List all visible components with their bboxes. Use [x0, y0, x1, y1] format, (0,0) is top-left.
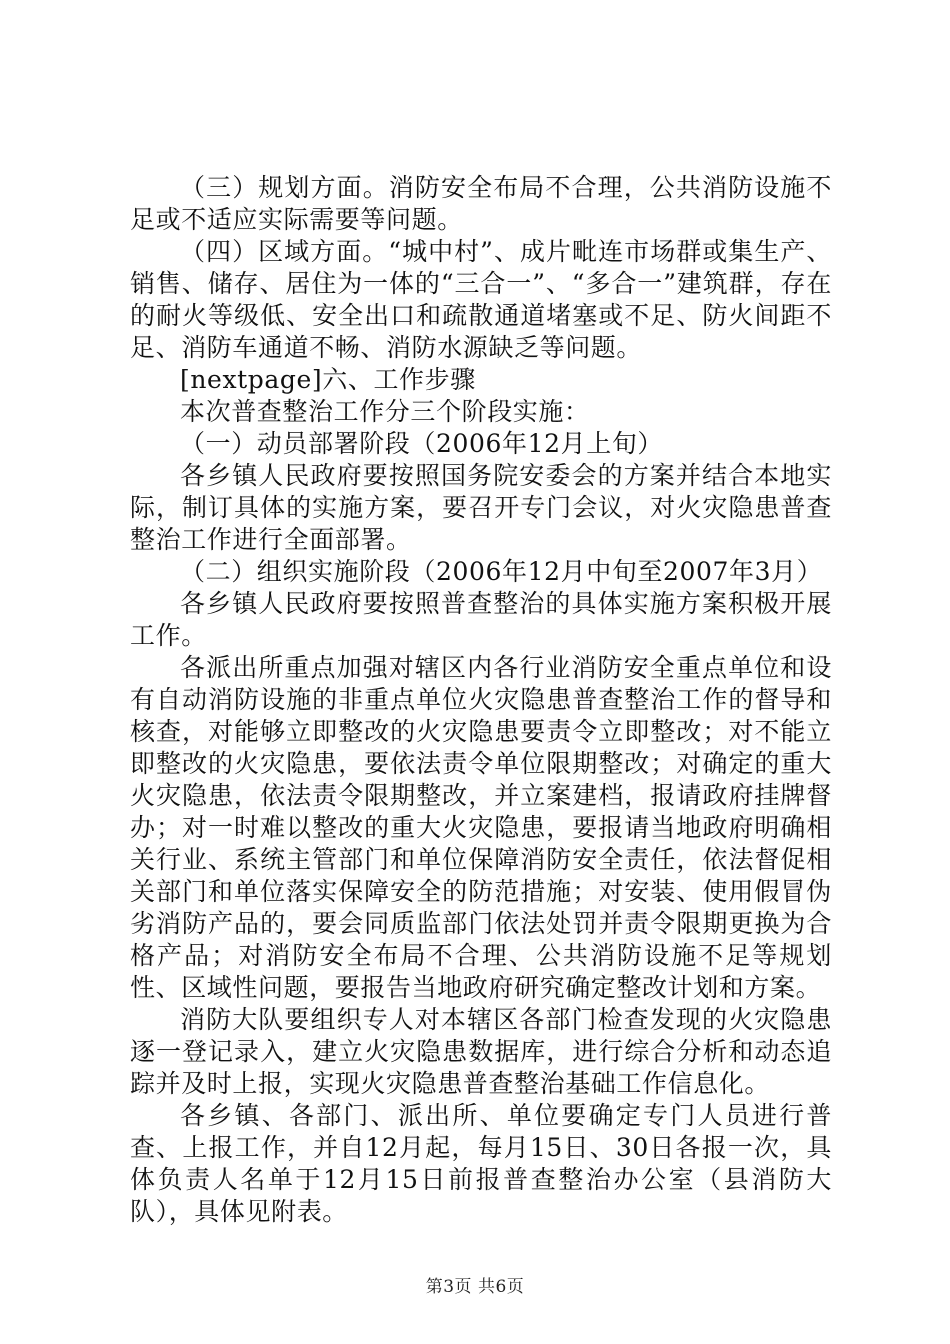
- section-heading-work-steps: [nextpage]六、工作步骤: [180, 365, 476, 394]
- paragraph-implementation: 各乡镇人民政府要按照普查整治的具体实施方案积极开展工作。: [130, 589, 832, 650]
- paragraph-three-stages: 本次普查整治工作分三个阶段实施：: [180, 397, 590, 426]
- paragraph-fire-brigade: 消防大队要组织专人对本辖区各部门检查发现的火灾隐患逐一登记录入，建立火灾隐患数据库，进行综合分析和动态追踪并及时上报，实现火灾隐患普查整治基础工作信息化。: [130, 1005, 832, 1098]
- paragraph-planning: （三）规划方面。消防安全布局不合理，公共消防设施不足或不适应实际需要等问题。: [130, 173, 832, 234]
- paragraph-region: （四）区域方面。“城中村”、成片毗连市场群或集生产、销售、储存、居住为一体的“三合一”、“多合一”建筑群，存在的耐火等级低、安全出口和疏散通道堵塞或不足、防火间距不足、消防车通道不畅、消防水源缺乏等问题。: [130, 237, 832, 362]
- paragraph-mobilization: 各乡镇人民政府要按照国务院安委会的方案并结合本地实际，制订具体的实施方案，要召开专门会议，对火灾隐患普查整治工作进行全面部署。: [130, 461, 832, 554]
- paragraph-reporting: 各乡镇、各部门、派出所、单位要确定专门人员进行普查、上报工作，并自12月起，每月15日、30日各报一次，具体负责人名单于12月15日前报普查整治办公室（县消防大队），具体见附表。: [130, 1101, 832, 1226]
- paragraph-police-stations: 各派出所重点加强对辖区内各行业消防安全重点单位和设有自动消防设施的非重点单位火灾隐患普查整治工作的督导和核查，对能够立即整改的火灾隐患要责令立即整改；对不能立即整改的火灾隐患，要依法责令单位限期整改；对确定的重大火灾隐患，依法责令限期整改，并立案建档，报请政府挂牌督办；对一时难以整改的重大火灾隐患，要报请当地政府明确相关行业、系统主管部门和单位保障消防安全责任，依法督促相关部门和单位落实保障安全的防范措施；对安装、使用假冒伪劣消防产品的，要会同质监部门依法处罚并责令限期更换为合格产品；对消防安全布局不合理、公共消防设施不足等规划性、区域性问题，要报告当地政府研究确定整改计划和方案。: [130, 653, 832, 1002]
- subheading-mobilization-stage: （一）动员部署阶段（2006年12月上旬）: [180, 429, 664, 458]
- subheading-implementation-stage: （二）组织实施阶段（2006年12月中旬至2007年3月）: [180, 557, 823, 586]
- page-number-footer: 第3页 共6页: [425, 1277, 525, 1297]
- document-body: [130, 172, 832, 1228]
